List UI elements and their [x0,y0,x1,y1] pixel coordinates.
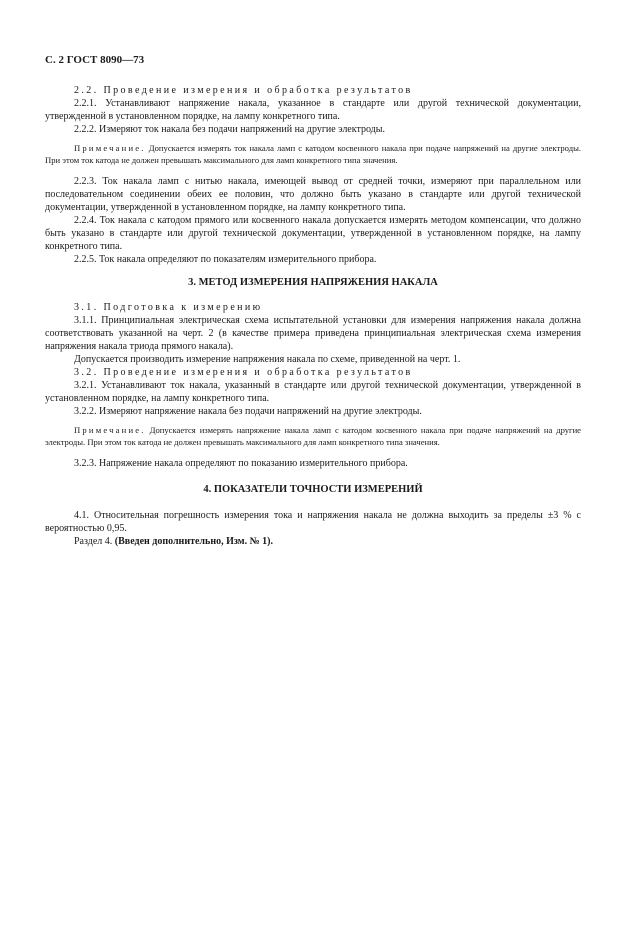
subsection-3-2-title: 3.2. Проведение измерения и обработка результатов [74,367,413,378]
paragraph-2-2-1: 2.2.1. Устанавливают напряжение накала, указанное в стандарте или другой технической документации, утвержденной в установленном порядке, на лампу конкретного типа. [45,98,581,122]
amendment-prefix: Раздел 4. [74,536,115,547]
paragraph-2-2-4: 2.2.4. Ток накала с катодом прямого или косвенного накала допускается измерять методом компенсации, что должно быть указано в стандарте или другой технической документации, утвержденной в установленном порядке, на лампу конкретного типа. [45,215,581,252]
paragraph-3-2-1: 3.2.1. Устанавливают ток накала, указанный в стандарте или другой технической документации, утвержденной в установленном порядке, на лампу конкретного типа. [45,380,581,404]
page-header: С. 2 ГОСТ 8090—73 [45,54,145,66]
note-label: Примечание. [74,425,146,435]
section-3-heading: 3. МЕТОД ИЗМЕРЕНИЯ НАПРЯЖЕНИЯ НАКАЛА [188,277,438,288]
paragraph-2-2-3: 2.2.3. Ток накала ламп с нитью накала, имеющей вывод от средней точки, измеряют при параллельном или последовательном соединении обеих ее половин, что должно быть указано в стандарте или другой технической документации, утвержденной в установленном порядке, на лампу конкретного типа. [45,176,581,213]
note-text: Допускается измерять ток накала ламп с катодом косвенного накала при подаче напряжений на другие электроды. При этом ток катода не должен превышать максимального для ламп конкретного типа значения. [45,143,581,165]
amendment-text: (Введен дополнительно, Изм. № 1). [114,536,273,547]
note-3-2-2 [45,424,581,448]
note-2-2-2 [45,142,581,166]
subsection-2-2-title: 2.2. Проведение измерения и обработка результатов [74,85,413,96]
paragraph-3-2-2: 3.2.2. Измеряют напряжение накала без подачи напряжений на другие электроды. [74,406,422,417]
paragraph-3-2-3: 3.2.3. Напряжение накала определяют по показанию измерительного прибора. [74,458,408,469]
note-text: Допускается измерять напряжение накала ламп с катодом косвенного накала при подаче напряжений на другие электроды. При этом ток катода не должен превышать максимального для ламп конкретного типа значения. [45,425,581,447]
paragraph-2-2-2: 2.2.2. Измеряют ток накала без подачи напряжений на другие электроды. [74,124,385,135]
document-page [45,54,581,548]
note-label: Примечание. [74,143,146,153]
paragraph-2-2-5: 2.2.5. Ток накала определяют по показателям измерительного прибора. [74,254,377,265]
amendment-note [45,535,581,548]
paragraph-3-1-1: 3.1.1. Принципиальная электрическая схема испытательной установки для измерения напряжения накала должна соответствовать указанной на черт. 2 (в качестве примера приведена принципиальная электрическая схема измерения напряжения накала триода прямого накала). [45,315,581,352]
paragraph-allowed-scheme: Допускается производить измерение напряжения накала по схеме, приведенной на черт. 1. [74,354,461,365]
subsection-3-1-title: 3.1. Подготовка к измерению [74,302,263,313]
section-4-heading: 4. ПОКАЗАТЕЛИ ТОЧНОСТИ ИЗМЕРЕНИЙ [203,484,423,495]
paragraph-4-1: 4.1. Относительная погрешность измерения тока и напряжения накала не должна выходить за пределы ±3 % с вероятностью 0,95. [45,510,581,534]
